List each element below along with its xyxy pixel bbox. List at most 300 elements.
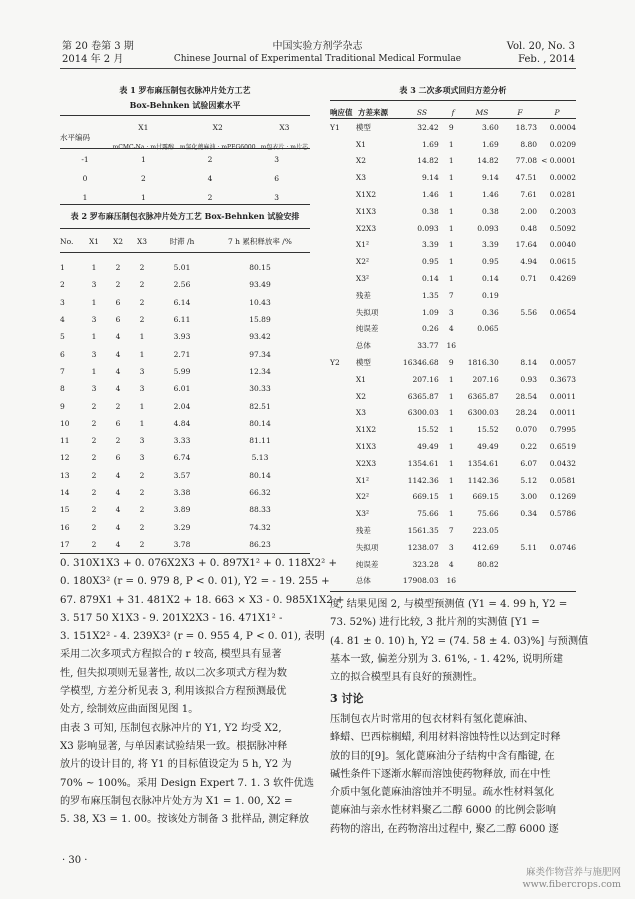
table-cell: X3² bbox=[355, 509, 370, 519]
table-cell: 3 bbox=[448, 307, 454, 317]
table-row bbox=[330, 169, 576, 186]
table-cell: 3 bbox=[139, 384, 145, 394]
text-line: (4. 81 ± 0. 10) h, Y2 = (74. 58 ± 4. 03)%] 与预测值 bbox=[330, 635, 589, 647]
table-row bbox=[330, 505, 576, 522]
table-cell: 4 bbox=[115, 349, 121, 359]
table-row bbox=[330, 438, 576, 455]
table-cell: 17.64 bbox=[515, 240, 538, 250]
table-cell: 5.13 bbox=[251, 453, 269, 463]
table-cell bbox=[503, 287, 541, 304]
table-row bbox=[330, 371, 576, 388]
table-cell: 6.11 bbox=[173, 315, 191, 325]
text-line: 立的拟合模型具有良好的预测性。 bbox=[330, 672, 483, 684]
journal-volume: Vol. 20, No. 3 Feb. , 2014 bbox=[506, 41, 575, 65]
table-cell: 8 bbox=[60, 384, 65, 394]
table-cell: 4 bbox=[115, 488, 121, 497]
table-row bbox=[330, 119, 576, 136]
table-cell: 3 bbox=[139, 436, 145, 446]
table-cell: 49.49 bbox=[417, 442, 439, 452]
table-cell: 2 bbox=[60, 280, 65, 290]
table-cell: 0.5092 bbox=[549, 223, 576, 233]
table-row bbox=[60, 432, 310, 449]
table-cell: 3 bbox=[448, 542, 454, 552]
table-cell: 3 bbox=[91, 315, 97, 325]
table-cell: 1 bbox=[448, 156, 454, 166]
table-row bbox=[330, 153, 576, 170]
table-cell bbox=[330, 472, 356, 489]
table-row bbox=[330, 287, 576, 304]
table-cell: 30.33 bbox=[249, 384, 271, 394]
table-cell: 3 bbox=[91, 349, 97, 359]
table-cell: 4.94 bbox=[520, 257, 538, 267]
text-line: 的罗布麻压制包衣脉冲片处方为 X1 = 1. 00, X2 = bbox=[60, 795, 293, 807]
table-cell: 0.95 bbox=[422, 257, 439, 267]
table-row bbox=[60, 328, 310, 345]
table-cell: 16 bbox=[446, 576, 456, 586]
table-cell: 3 bbox=[139, 453, 145, 463]
table-cell: 2 bbox=[91, 436, 97, 446]
table-cell: X2X3 bbox=[355, 223, 377, 233]
table-cell: 2 bbox=[139, 505, 145, 515]
table-cell: 0.0004 bbox=[549, 122, 576, 132]
table-cell: 纯误差 bbox=[355, 559, 379, 569]
table-cell: 0.0011 bbox=[549, 391, 576, 401]
table-cell: 28.54 bbox=[515, 391, 538, 401]
table-cell: 1 bbox=[448, 458, 454, 468]
table-cell: 323.28 bbox=[412, 559, 439, 569]
table-row bbox=[60, 449, 310, 466]
table-cell: 0.0209 bbox=[549, 139, 576, 149]
table-cell: 3 bbox=[274, 193, 280, 202]
table-cell: 2.00 bbox=[520, 206, 538, 216]
table-cell: 2 bbox=[115, 263, 121, 273]
table-cell: 7.61 bbox=[520, 190, 538, 200]
table-cell bbox=[330, 153, 356, 170]
table-cell: 2.56 bbox=[173, 280, 191, 290]
table-cell: 4 bbox=[115, 384, 121, 394]
table-cell: 3 bbox=[139, 366, 145, 376]
table-cell: 1.09 bbox=[422, 307, 439, 317]
table-cell bbox=[460, 337, 503, 354]
table-cell: 88.33 bbox=[249, 505, 271, 515]
table-cell: 0.5786 bbox=[549, 509, 576, 519]
table-cell: X1X3 bbox=[355, 206, 377, 216]
table-cell bbox=[330, 169, 356, 186]
table-cell: 6 bbox=[115, 418, 121, 428]
text-line: 70% ~ 100%。采用 Design Expert 7. 1. 3 软件优选 bbox=[60, 777, 314, 789]
table-cell: 2 bbox=[139, 315, 145, 325]
table-cell: 1 bbox=[448, 475, 454, 485]
table-cell: 3.38 bbox=[173, 488, 191, 497]
table-cell: 12 bbox=[60, 453, 70, 463]
table-cell: 4 bbox=[115, 366, 121, 376]
table-cell: 1 bbox=[139, 349, 145, 359]
table-cell: 1 bbox=[140, 193, 146, 202]
text-line: 3. 517 50 X1X3 - 9. 201X2X3 - 16. 471X1² - bbox=[60, 612, 283, 624]
table-cell: 0.71 bbox=[520, 274, 538, 284]
journal-issue: 第 20 卷第 3 期 2014 年 2 月 bbox=[62, 41, 134, 65]
table-cell: 失拟项 bbox=[355, 542, 379, 552]
table-cell: 0.070 bbox=[515, 425, 538, 435]
right-column-text bbox=[330, 596, 589, 687]
table-row bbox=[330, 304, 576, 321]
table-row bbox=[330, 203, 576, 220]
table-cell bbox=[330, 186, 356, 203]
text-line: 73. 52%) 进行比较, 3 批片剂的实测值 [Y1 = bbox=[330, 617, 540, 629]
table-cell bbox=[330, 455, 356, 472]
table-cell: 1 bbox=[82, 193, 88, 202]
table-cell: 0.0581 bbox=[549, 475, 576, 485]
table-cell: 6.07 bbox=[520, 458, 538, 468]
table-cell: 6 bbox=[115, 315, 121, 325]
table-row bbox=[330, 556, 576, 573]
table-cell: 4.84 bbox=[173, 418, 191, 428]
table-cell: 0.0654 bbox=[549, 307, 576, 317]
table-cell: 0.95 bbox=[482, 257, 499, 267]
table-cell: 6 bbox=[115, 453, 121, 463]
table-cell: 75.66 bbox=[477, 509, 499, 519]
table-cell bbox=[330, 253, 356, 270]
table-row bbox=[60, 467, 310, 484]
text-line: 放的目的[9]。氢化蓖麻油分子结构中含有酯键, 在 bbox=[330, 750, 555, 762]
table-cell: 1 bbox=[91, 366, 97, 376]
text-line: 蜂蜡、巴西棕榈蜡, 利用材料溶蚀特性以达到定时释 bbox=[330, 732, 561, 744]
table-cell: 82.51 bbox=[249, 401, 271, 411]
table-cell: Y2 bbox=[330, 358, 340, 368]
table-cell bbox=[503, 337, 541, 354]
text-line: X3 影响显著, 与单因素试验结果一致。根据脉冲释 bbox=[60, 740, 288, 752]
table-row bbox=[330, 573, 576, 590]
table-cell: 0.0746 bbox=[549, 542, 576, 552]
table-cell: 0.093 bbox=[417, 223, 439, 233]
table-cell bbox=[330, 489, 356, 506]
table-cell: 2 bbox=[139, 522, 145, 532]
table-cell bbox=[503, 522, 541, 539]
table-cell: 3.29 bbox=[173, 522, 191, 532]
table-row bbox=[330, 253, 576, 270]
table-row bbox=[330, 354, 576, 371]
table-cell: 0.38 bbox=[422, 206, 439, 216]
table-cell: 4 bbox=[115, 505, 121, 515]
table-cell: 2 bbox=[139, 280, 145, 290]
table3-body bbox=[330, 119, 576, 589]
table-cell bbox=[330, 573, 356, 590]
text-line: 0. 180X3² (r = 0. 979 8, P < 0. 01), Y2 = - 19. 255 + bbox=[60, 576, 330, 588]
text-line: 学模型, 方差分析见表 3, 利用该拟合方程预测最优 bbox=[60, 686, 287, 698]
table-cell: 97.34 bbox=[249, 349, 271, 359]
table-cell: 2 bbox=[140, 174, 146, 183]
table-cell: 0.6519 bbox=[549, 442, 576, 452]
table-row bbox=[60, 536, 310, 553]
header-rule bbox=[60, 68, 576, 69]
table-cell: 207.16 bbox=[412, 374, 439, 384]
text-line: 由表 3 可知, 压制包衣脉冲片的 Y1, Y2 均受 X2, bbox=[60, 722, 282, 734]
table-cell: 1 bbox=[448, 139, 454, 149]
table-cell: 0.0002 bbox=[549, 173, 576, 183]
table-cell: 0.0615 bbox=[549, 257, 576, 267]
page-number: · 30 · bbox=[62, 855, 88, 866]
table-cell: 2 bbox=[115, 436, 121, 446]
table-cell: 2 bbox=[139, 263, 145, 273]
table3-header: 响应值 方差来源 SS f MS F P bbox=[330, 107, 560, 117]
table-cell: X2X3 bbox=[355, 458, 377, 468]
table-cell: 80.15 bbox=[249, 263, 271, 273]
table-cell: 2 bbox=[91, 418, 97, 428]
table-cell: 2 bbox=[91, 401, 97, 411]
table-cell: 4 bbox=[448, 559, 454, 569]
watermark: 麻类作物营养与施肥网 www.fibercrops.com bbox=[522, 867, 621, 890]
text-line: 放片的设计目的, 将 Y1 的目标值设定为 5 h, Y2 为 bbox=[60, 759, 292, 771]
table-cell bbox=[541, 573, 576, 590]
table-cell bbox=[330, 304, 356, 321]
table-cell bbox=[330, 539, 356, 556]
table-cell: 80.14 bbox=[249, 418, 271, 428]
text-line: 处方, 绘制效应曲面图见图 1。 bbox=[60, 704, 199, 716]
table-cell: 1 bbox=[140, 155, 146, 164]
table-cell: 14 bbox=[60, 488, 70, 497]
table-cell: X1 bbox=[355, 374, 367, 384]
table-row bbox=[330, 186, 576, 203]
table-row bbox=[330, 337, 576, 354]
table-row bbox=[330, 388, 576, 405]
text-line: 5. 38, X3 = 1. 00。按该处方制备 3 批样品, 测定释放 bbox=[60, 814, 310, 826]
table-cell: 1 bbox=[60, 263, 65, 273]
table-cell: 15.52 bbox=[477, 425, 499, 435]
table-cell: 10.43 bbox=[249, 297, 271, 307]
table-cell: 0 bbox=[82, 174, 88, 183]
table-cell bbox=[330, 321, 356, 338]
table-cell: 15.89 bbox=[249, 315, 271, 325]
table-cell: 4 bbox=[207, 174, 213, 183]
table-cell: 1 bbox=[448, 492, 454, 502]
table-cell: X1² bbox=[355, 240, 370, 250]
table-cell: 1 bbox=[448, 408, 454, 418]
table2-caption: 表 2 罗布麻压制包衣脉冲片处方工艺 Box-Behnken 试验安排 bbox=[70, 211, 300, 221]
text-line: 介质中氢化蓖麻油溶蚀并不明显。疏水性材料氢化 bbox=[330, 787, 555, 799]
table-cell: 1 bbox=[448, 509, 454, 519]
table-cell: 6 bbox=[115, 297, 121, 307]
table-cell: 77.08 bbox=[515, 156, 538, 166]
text-line: 压制包衣片时常用的包衣材料有氢化蓖麻油、 bbox=[330, 714, 534, 725]
table-cell: 0.4269 bbox=[549, 274, 576, 284]
table-row bbox=[60, 397, 310, 414]
table-cell: 9 bbox=[448, 358, 454, 368]
table3-caption: 表 3 二次多项式回归方差分析 bbox=[399, 85, 507, 95]
table-cell: 0.19 bbox=[482, 290, 499, 300]
table-row bbox=[60, 484, 310, 501]
table-row bbox=[60, 311, 310, 328]
table-cell: 0.065 bbox=[477, 324, 499, 334]
table-cell: 1142.36 bbox=[467, 475, 499, 485]
table-cell: X2 bbox=[355, 156, 367, 166]
table-cell: 28.24 bbox=[515, 408, 538, 418]
table-cell: 0.0011 bbox=[549, 408, 576, 418]
table-cell: 17908.03 bbox=[402, 576, 439, 586]
table-cell: 13 bbox=[60, 470, 70, 480]
table-cell: 669.15 bbox=[472, 492, 499, 502]
table-cell: 2 bbox=[139, 470, 145, 480]
table-cell: 1 bbox=[448, 425, 454, 435]
table-cell: 2 bbox=[91, 539, 97, 549]
table-cell: 93.42 bbox=[249, 332, 271, 342]
table-cell: 66.32 bbox=[249, 488, 271, 497]
table-cell: 失拟项 bbox=[355, 307, 379, 317]
table-row bbox=[60, 345, 310, 362]
table-cell: 1 bbox=[448, 190, 454, 200]
table-cell: 1.69 bbox=[482, 139, 499, 149]
table-cell: 11 bbox=[60, 436, 70, 446]
table-cell bbox=[541, 321, 576, 338]
table-cell: X3 bbox=[355, 408, 367, 418]
table1-caption: 表 1 罗布麻压制包衣脉冲片处方工艺 Box-Behnken 试验因素水平 bbox=[119, 85, 251, 110]
table-row bbox=[60, 150, 310, 169]
discussion-text bbox=[330, 711, 578, 839]
table-cell: 5.56 bbox=[520, 307, 538, 317]
table-row bbox=[60, 380, 310, 397]
table-cell: 3 bbox=[91, 384, 97, 394]
section-heading: 3 讨论 bbox=[330, 692, 364, 705]
table-cell bbox=[330, 371, 356, 388]
table2: No. X1 X2 X3 时滞 /h 7 h 累积释放率 /% bbox=[60, 236, 292, 246]
table-cell: 17 bbox=[60, 539, 70, 549]
text-line: 蓖麻油与亲水性材料聚乙二醇 6000 的比例会影响 bbox=[330, 805, 556, 817]
table-cell: 16346.68 bbox=[402, 358, 439, 368]
table-cell: 7 bbox=[448, 290, 454, 300]
table-cell: X2² bbox=[355, 257, 370, 267]
table-cell: 2 bbox=[139, 488, 145, 497]
table-cell: 1 bbox=[448, 391, 454, 401]
table-row bbox=[60, 169, 310, 188]
table-cell: 1.46 bbox=[482, 190, 499, 200]
table-cell: 1 bbox=[448, 442, 454, 452]
table-cell: 80.14 bbox=[249, 470, 271, 480]
table-cell: 14.82 bbox=[477, 156, 499, 166]
table-cell: 2.04 bbox=[173, 401, 191, 411]
table-cell: Y1 bbox=[330, 122, 340, 132]
table-cell: 3.00 bbox=[520, 492, 538, 502]
table-cell: X1 bbox=[355, 139, 367, 149]
table-cell bbox=[541, 556, 576, 573]
table-row bbox=[330, 321, 576, 338]
table1-body bbox=[60, 150, 310, 207]
table-cell: X1² bbox=[355, 475, 370, 485]
table-cell: 总体 bbox=[355, 341, 371, 351]
table-cell: 80.82 bbox=[477, 559, 499, 569]
table-cell: 14.82 bbox=[417, 156, 439, 166]
table-cell: 残差 bbox=[355, 526, 371, 536]
table-cell bbox=[330, 287, 356, 304]
table-cell: 4 bbox=[115, 522, 121, 532]
table-cell bbox=[460, 573, 503, 590]
table-row bbox=[330, 237, 576, 254]
table-cell: X1X2 bbox=[355, 190, 377, 200]
table-cell: 1 bbox=[448, 274, 454, 284]
table-cell: 1.35 bbox=[422, 290, 439, 300]
table-cell: 2 bbox=[115, 280, 121, 290]
table-cell: 1 bbox=[448, 257, 454, 267]
table-cell: 669.15 bbox=[412, 492, 439, 502]
table-cell: 1354.61 bbox=[467, 458, 499, 468]
table-cell: 0.14 bbox=[482, 274, 499, 284]
table-cell: 4 bbox=[115, 539, 121, 549]
table2-body bbox=[60, 259, 310, 553]
table-row bbox=[330, 136, 576, 153]
table-cell: 2.71 bbox=[173, 349, 191, 359]
table-cell: 6 bbox=[60, 349, 65, 359]
table-cell: 18.73 bbox=[515, 122, 538, 132]
text-line: 0. 310X1X3 + 0. 076X2X3 + 0. 897X1² + 0. 118X2² + bbox=[60, 558, 337, 569]
table-row bbox=[330, 270, 576, 287]
table-cell: 1.69 bbox=[422, 139, 439, 149]
table-cell: 5.99 bbox=[173, 366, 191, 376]
table-cell: 16 bbox=[446, 341, 456, 351]
table-cell bbox=[330, 421, 356, 438]
table-cell: 残差 bbox=[355, 290, 371, 300]
text-line: 度, 结果见图 2, 与模型预测值 (Y1 = 4. 99 h, Y2 = bbox=[330, 599, 568, 610]
table-row bbox=[330, 455, 576, 472]
table-cell: X1X2 bbox=[355, 425, 377, 435]
table-cell: 1.46 bbox=[422, 190, 439, 200]
table-row bbox=[60, 363, 310, 380]
table-cell: 15.52 bbox=[417, 425, 439, 435]
table-cell bbox=[330, 337, 356, 354]
table-cell: 3 bbox=[60, 297, 65, 307]
table-cell: 3.89 bbox=[173, 505, 191, 515]
table-cell: 0.3673 bbox=[549, 374, 576, 384]
table-cell: 16 bbox=[60, 522, 70, 532]
table-cell: 4 bbox=[448, 324, 454, 334]
table-cell bbox=[330, 203, 356, 220]
table-cell: -1 bbox=[81, 155, 89, 164]
table-cell: 0.22 bbox=[520, 442, 538, 452]
table-cell: 2 bbox=[115, 401, 121, 411]
table-cell: 2 bbox=[91, 505, 97, 515]
table-cell: 1561.35 bbox=[407, 526, 439, 536]
table-cell: 1 bbox=[91, 263, 97, 273]
table1: 水平编码 X1 X2 X3 mCMC-Na : m甘露醇 m氢化蓖麻油 : mPEG6000 m包衣片 : m片芯 bbox=[60, 123, 308, 151]
table-cell: 0.093 bbox=[477, 223, 499, 233]
table-cell: 1 bbox=[139, 401, 145, 411]
table-cell: 模型 bbox=[355, 122, 371, 132]
table-cell: 3.78 bbox=[173, 539, 191, 549]
table-cell: 1 bbox=[448, 206, 454, 216]
table-cell: 1 bbox=[448, 173, 454, 183]
table-cell: 81.11 bbox=[249, 436, 271, 446]
table-cell: 3.57 bbox=[173, 470, 191, 480]
table-cell: 9 bbox=[60, 401, 65, 411]
table-cell: 0.0057 bbox=[549, 358, 576, 368]
table-cell: 2 bbox=[207, 193, 213, 202]
text-line: 碱性条件下逐渐水解而溶蚀使药物释放, 而在中性 bbox=[330, 768, 551, 780]
table-cell: 7 bbox=[60, 366, 65, 376]
table-cell: 1142.36 bbox=[407, 475, 439, 485]
table-cell: 8.14 bbox=[520, 358, 538, 368]
table-row bbox=[60, 518, 310, 535]
table-cell: 86.23 bbox=[249, 539, 271, 549]
table-cell: 8.80 bbox=[520, 139, 538, 149]
table-cell: 1 bbox=[91, 332, 97, 342]
table-cell: 3 bbox=[91, 280, 97, 290]
table-cell bbox=[330, 438, 356, 455]
table-cell: 1354.61 bbox=[407, 458, 439, 468]
table-cell: 0.36 bbox=[482, 307, 499, 317]
text-line: 药物的溶出, 在药物溶出过程中, 聚乙二醇 6000 逐 bbox=[330, 823, 559, 835]
table-cell: 0.0432 bbox=[549, 458, 576, 468]
table-cell: 9 bbox=[448, 122, 454, 132]
table-cell: 1 bbox=[91, 297, 97, 307]
table-cell: 9.14 bbox=[482, 173, 499, 183]
table-cell: 0.1269 bbox=[549, 492, 576, 502]
